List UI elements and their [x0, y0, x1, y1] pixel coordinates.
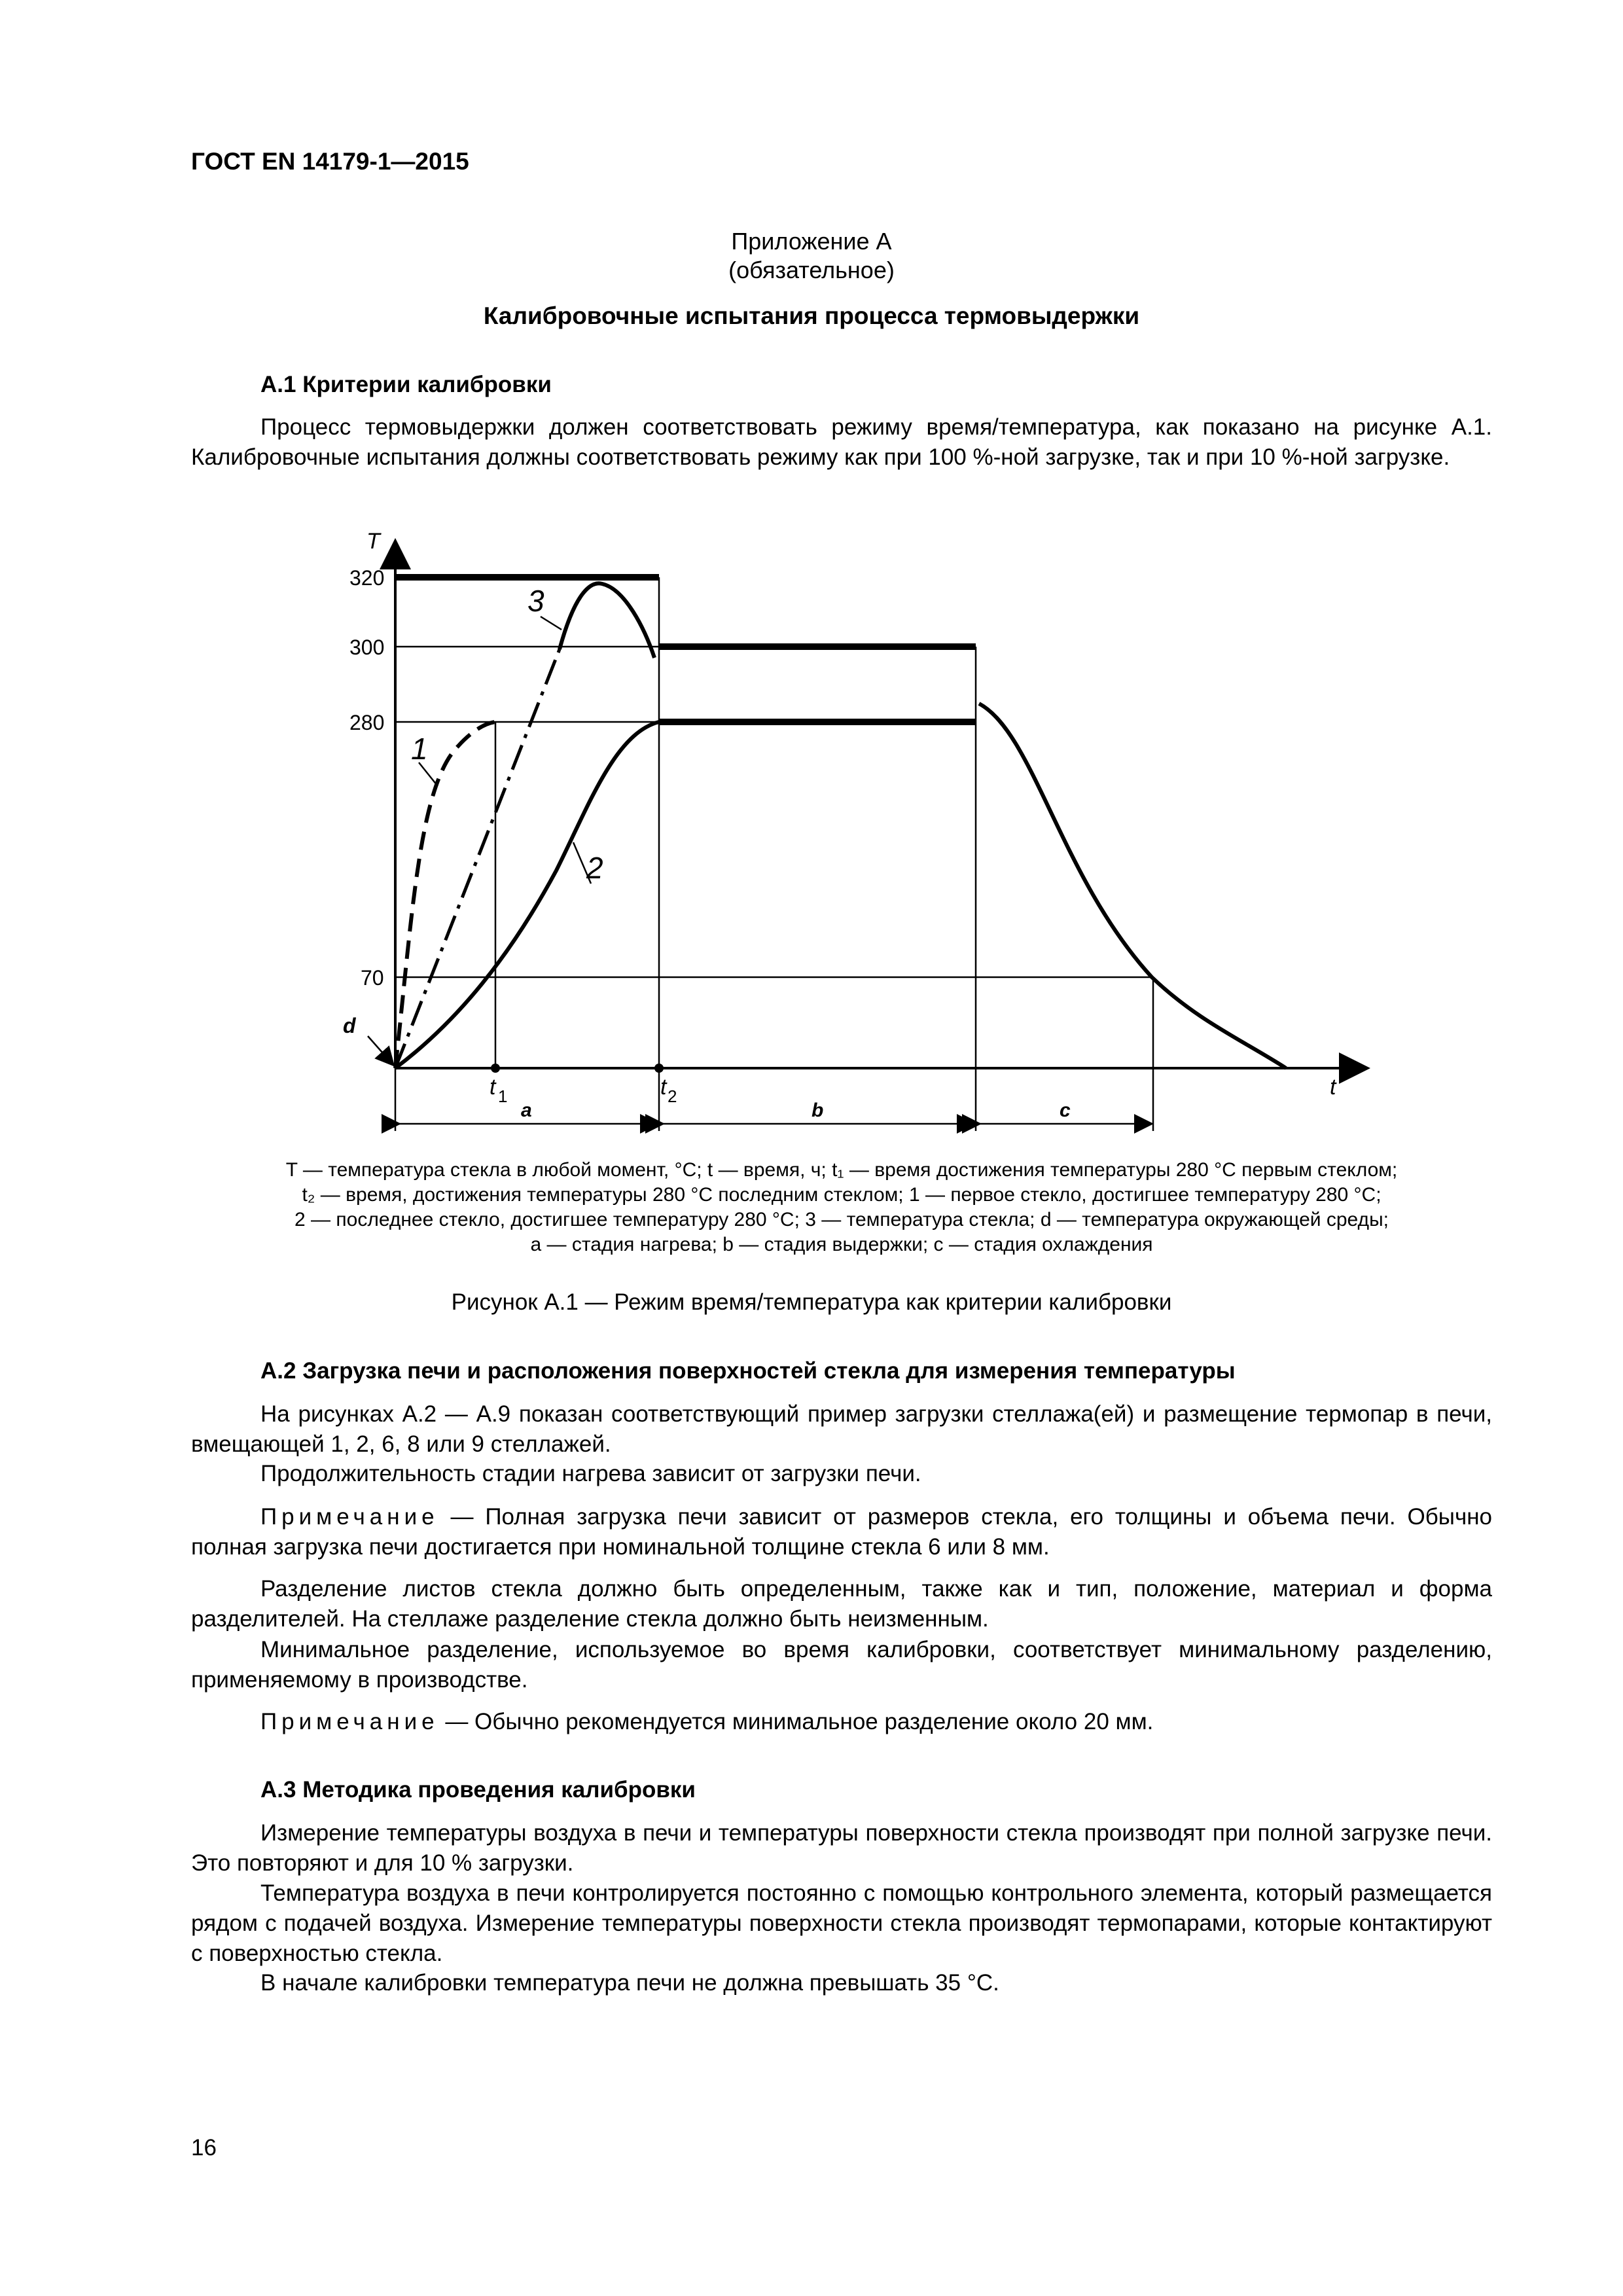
section-a2-p4 — [191, 1635, 1492, 1695]
t1-sub: 1 — [498, 1086, 508, 1106]
section-a2-p1-text: На рисунках А.2 — А.9 показан соответствующий пример загрузки стеллажа(ей) и размещение термопар в печи, вмещающей 1, 2, 6, 8 или 9 стеллажей. — [191, 1401, 1492, 1457]
section-a2-p4-text: Минимальное разделение, используемое во время калибровки, соответствует минимальному разделению, применяемому в производстве. — [191, 1637, 1492, 1693]
leader-1 — [419, 762, 437, 785]
section-a2-p2: Продолжительность стадии нагрева зависит от загрузки печи. — [260, 1461, 921, 1486]
y-tick-280: 280 — [349, 711, 385, 734]
note2-label: Примечание — [260, 1709, 439, 1734]
y-tick-300: 300 — [349, 636, 385, 659]
legend-line-2: t₂ — время, достижения температуры 280 °С последним стеклом; 1 — первое стекло, достигшее температуру 280 °С; — [302, 1184, 1382, 1206]
section-a2-p1 — [191, 1399, 1492, 1460]
section-a2-p3-text: Разделение листов стекла должно быть определенным, также как и тип, положение, материал и форма разделителей. На стеллаже разделение стекла должно быть неизменным. — [191, 1576, 1492, 1632]
standard-header: ГОСТ EN 14179-1—2015 — [191, 148, 469, 175]
axis-T-label: T — [366, 529, 380, 554]
curve-2 — [395, 722, 659, 1068]
annex-title: Калибровочные испытания процесса термовыдержки — [483, 302, 1140, 329]
point-d-label: d — [343, 1014, 356, 1037]
section-a2-note1 — [191, 1502, 1492, 1562]
annex-label: Приложение А — [731, 228, 892, 255]
stage-c-label: c — [1060, 1100, 1071, 1121]
t2-label: t — [660, 1075, 667, 1100]
section-a3-p3: В начале калибровки температура печи не должна превышать 35 °С. — [260, 1970, 999, 1996]
legend-line-4: а — стадия нагрева; b — стадия выдержки; с — стадия охлаждения — [530, 1234, 1153, 1255]
note1-label: Примечание — [260, 1504, 439, 1530]
page-number: 16 — [191, 2135, 217, 2161]
note2-text: — Обычно рекомендуется минимальное разделение около 20 мм. — [438, 1709, 1154, 1734]
t2-point — [654, 1064, 664, 1073]
note1-text: — Полная загрузка печи зависит от размеров стекла, его толщины и объема печи. Обычно полная загрузка печи достигается при номинальной толщине стекла 6 или 8 мм. — [191, 1504, 1492, 1560]
stage-b-label: b — [812, 1100, 824, 1121]
section-a1-heading: А.1 Критерии калибровки — [260, 372, 552, 397]
section-a3-p2 — [191, 1878, 1492, 1969]
section-a3-p1-text: Измерение температуры воздуха в печи и температуры поверхности стекла производят при полной загрузке печи. Это повторяют и для 10 % загрузки. — [191, 1820, 1492, 1876]
t1-point — [491, 1064, 500, 1073]
axis-t-label: t — [1330, 1075, 1336, 1100]
leader-d — [368, 1036, 393, 1064]
section-a2-note2 — [191, 1707, 1492, 1737]
annex-status: (обязательное) — [728, 257, 895, 283]
legend-line-1: T — температура стекла в любой момент, °С; t — время, ч; t₁ — время достижения температуры 280 °С первым стеклом; — [285, 1159, 1398, 1181]
t1-label: t — [490, 1075, 496, 1100]
y-tick-320: 320 — [349, 566, 385, 590]
legend-line-3: 2 — последнее стекло, достигшее температуру 280 °С; 3 — температура стекла; d — температура окружающей среды; — [294, 1209, 1389, 1230]
figure-caption: Рисунок А.1 — Режим время/температура как критерии калибровки — [451, 1289, 1172, 1315]
cooling-curve — [979, 704, 1286, 1068]
curve-1 — [395, 722, 495, 1068]
t2-sub: 2 — [668, 1086, 677, 1106]
section-a2-p3 — [191, 1574, 1492, 1634]
section-a1-paragraph-text: Процесс термовыдержки должен соответствовать режиму время/температура, как показано на рисунке А.1. Калибровочные испытания должны соответствовать режиму как при 100 %-ной загрузке, так и при 10 %-ной загрузке. — [191, 414, 1492, 470]
curve-2-label: 2 — [586, 851, 603, 885]
section-a3-heading: А.3 Методика проведения калибровки — [260, 1777, 696, 1803]
section-a3-p1 — [191, 1818, 1492, 1878]
section-a3-p2-text: Температура воздуха в печи контролируется постоянно с помощью контрольного элемента, который размещается рядом с подачей воздуха. Измерение температуры поверхности стекла производят термопарами, которые контактируют с поверхностью стекла. — [191, 1880, 1492, 1966]
curve-1-label: 1 — [411, 732, 428, 766]
stage-a-label: a — [521, 1100, 532, 1121]
curve-3-rise — [395, 649, 560, 1068]
section-a2-heading: А.2 Загрузка печи и расположения поверхностей стекла для измерения температуры — [260, 1358, 1236, 1384]
leader-3 — [541, 617, 562, 630]
curve-3-label: 3 — [527, 584, 544, 618]
y-tick-70: 70 — [361, 966, 384, 990]
